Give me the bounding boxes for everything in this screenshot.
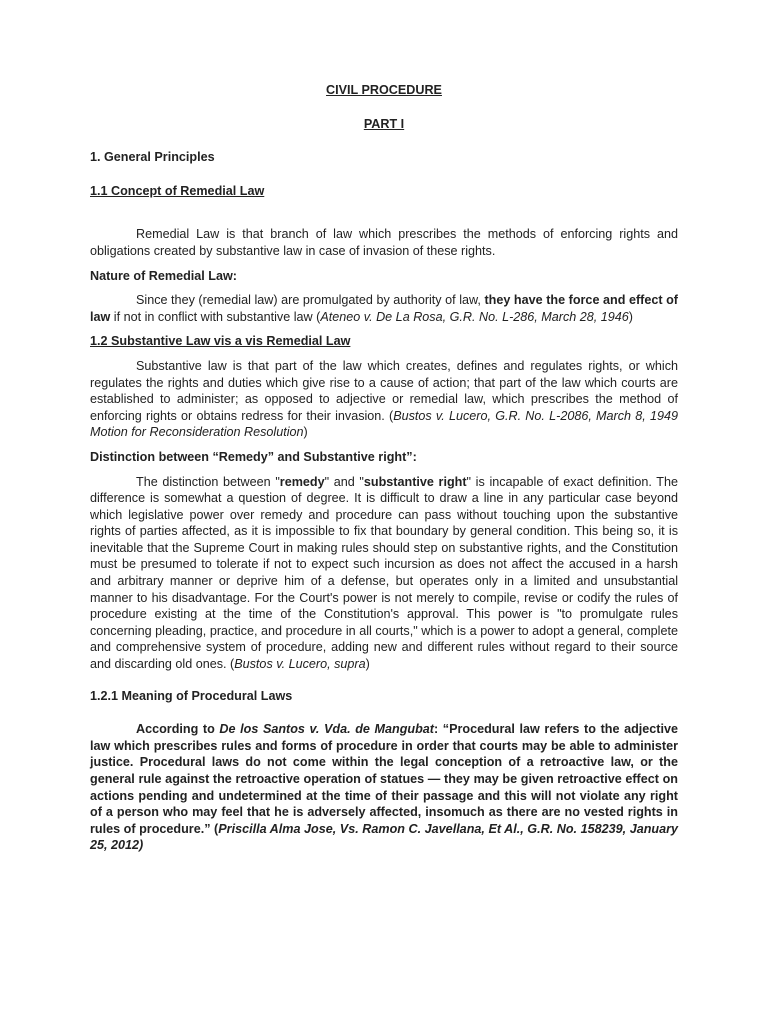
section-general-principles: 1. General Principles [90,150,215,165]
bold-fragment: substantive right [363,474,467,489]
text-fragment: Since they (remedial law) are promulgated by authority of law, [136,293,485,308]
case-citation: De los Santos v. Vda. de Mangubat [219,722,434,737]
section-concept-remedial-law: 1.1 Concept of Remedial Law [90,183,265,198]
document-page [90,82,678,854]
paragraph-remedial-law: Remedial Law is that branch of law which prescribes the methods of enforcing rights and obligations created by substantive law in case of invasion of these rights. [90,227,678,258]
text-fragment: According to [136,722,220,737]
paragraph-substantive-law [90,358,678,441]
bold-fragment: they have the force and effect of law [90,293,678,324]
text-fragment: " and " [324,474,364,489]
text-fragment: ) [628,309,633,324]
text-fragment: " is incapable of exact definition. The difference is somewhat a question of degree. It is difficult to draw a line in any particular case beyond which legislative power over remedy and procedure can pass without touching upon the substantive rights of parties affected, as it is impossible to fix that boundary by general condition. This being so, it is inevitable that the Supreme Court in making rules should step on substantive rights, and the Constitution must be presumed to tolerate if not to expect such incursion as does not affect the accused in a harsh and arbitrary manner or deprive him of a defense, but operates only in a limited and unsubstantial manner to his disadvantage. For the Court's power is not merely to compile, revise or codify the rules of procedure existing at the time of the Constitution's approval. This power is "to promulgate rules concerning pleading, practice, and procedure in all courts," which is a power to adopt a general, complete and comprehensive system of procedure, adding new and different rules without regard to their source and discarding old ones. ( [90,474,679,672]
text-fragment: The distinction between " [136,474,280,489]
text-fragment: ) [365,657,370,672]
paragraph-distinction [90,474,678,673]
case-citation: Bustos v. Lucero, G.R. No. L-2086, March 8, 1949 Motion for Reconsideration Resolution [90,408,678,440]
paragraph-procedural [90,721,678,854]
text-fragment: Substantive law is that part of the law which creates, defines and regulates rights, or which regulates the rights and duties which give rise to a cause of action; that part of the law which courts are established to administer; as opposed to adjective or remedial law, which prescribes the method of enforcing rights or obtains redress for their invasion. ( [90,358,678,423]
case-citation: Ateneo v. De La Rosa, G.R. No. L-286, March 28, 1946 [320,309,629,324]
heading-nature-remedial-law: Nature of Remedial Law: [90,268,237,283]
part-heading: PART I [363,116,405,131]
text-fragment: : “Procedural law refers to the adjective law which prescribes rules and forms of procedure in order that courts may be able to administer justice. Procedural laws do not come within the legal conception of a retroactive law, or the general rule against the retroactive operation of statues — they may be given retroactive effect on actions pending and undetermined at the time of their passage and this will not violate any right of a person who may feel that he is adversely affected, insomuch as there are no vested rights in rules of procedure.” ( [90,722,678,836]
section-substantive-vs-remedial: 1.2 Substantive Law vis a vis Remedial Law [90,334,351,349]
text-fragment: if not in conflict with substantive law ( [110,309,321,324]
document-title: CIVIL PROCEDURE [326,83,442,97]
text-fragment: ) [303,425,308,440]
bold-fragment: remedy [279,474,325,489]
section-meaning-procedural-laws: 1.2.1 Meaning of Procedural Laws [90,688,293,703]
heading-distinction: Distinction between “Remedy” and Substantive right”: [90,449,417,464]
paragraph-nature [90,292,678,325]
case-citation: Priscilla Alma Jose, Vs. Ramon C. Javellana, Et Al., G.R. No. 158239, January 25, 2012) [90,821,678,853]
case-citation: Bustos v. Lucero, supra [234,657,366,672]
